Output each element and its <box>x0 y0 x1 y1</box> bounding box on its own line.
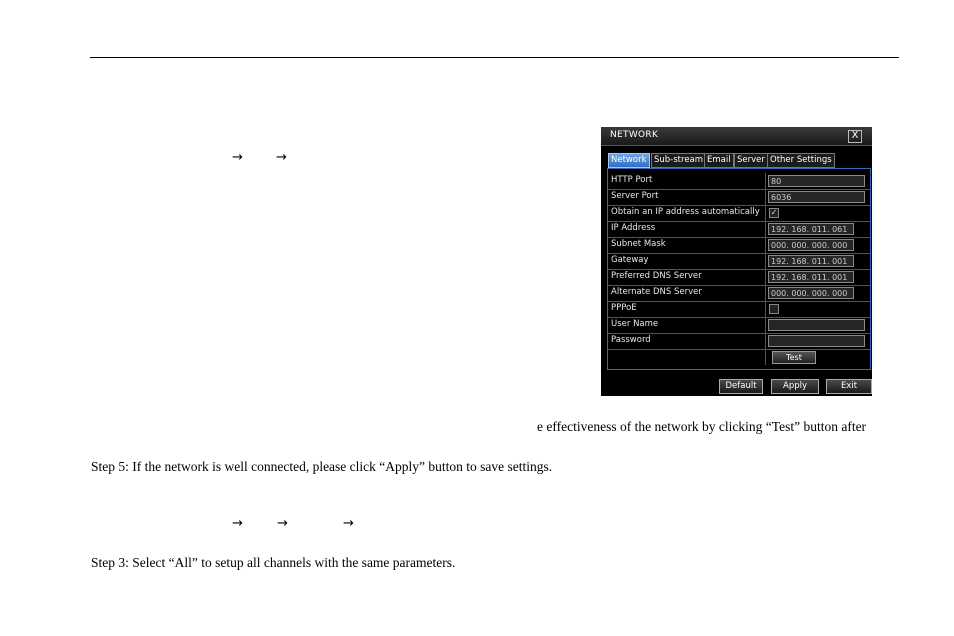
row-subnet-mask <box>608 237 870 254</box>
row-label: Server Port <box>611 191 659 201</box>
exit-button[interactable]: Exit <box>826 379 872 394</box>
http-port-input[interactable]: 80 <box>768 175 865 187</box>
row-ip-address <box>608 221 870 238</box>
arrow-icon: → <box>343 516 354 531</box>
arrow-icon: → <box>276 150 287 165</box>
row-http-port <box>608 173 870 190</box>
user-name-input[interactable] <box>768 319 865 331</box>
pppoe-checkbox[interactable] <box>769 304 779 314</box>
row-label: PPPoE <box>611 303 637 313</box>
obtain-ip-auto-checkbox[interactable]: ✓ <box>770 208 778 217</box>
step-5-text: Step 5: If the network is well connected, please click “Apply” button to save settings. <box>91 459 553 474</box>
arrow-icon: → <box>232 516 243 531</box>
arrow-icon: → <box>232 150 243 165</box>
tab-other-settings[interactable]: Other Settings <box>767 153 835 168</box>
row-pppoe <box>608 301 870 318</box>
row-label: IP Address <box>611 223 656 233</box>
row-label: Gateway <box>611 255 649 265</box>
header-rule <box>90 57 899 58</box>
row-label: User Name <box>611 319 659 329</box>
arrow-icon: → <box>277 516 288 531</box>
network-dialog <box>601 127 872 396</box>
password-input[interactable] <box>768 335 865 347</box>
gateway-input[interactable]: 192. 168. 011. 001 <box>768 255 854 267</box>
tab-server[interactable]: Server <box>734 153 768 168</box>
alternate-dns-input[interactable]: 000. 000. 000. 000 <box>768 287 854 299</box>
row-gateway <box>608 253 870 270</box>
preferred-dns-input[interactable]: 192. 168. 011. 001 <box>768 271 854 283</box>
server-port-input[interactable]: 6036 <box>768 191 865 203</box>
tab-sub-stream[interactable]: Sub-stream <box>651 153 706 168</box>
dialog-title: NETWORK <box>610 130 659 140</box>
row-preferred-dns <box>608 269 870 286</box>
row-label: Password <box>611 335 651 345</box>
tab-email[interactable]: Email <box>704 153 734 168</box>
default-button[interactable]: Default <box>719 379 763 394</box>
tab-network[interactable]: Network <box>608 153 650 168</box>
row-label: Obtain an IP address automatically <box>611 207 760 217</box>
test-instruction-text: e effectiveness of the network by clicking “Test” button after <box>537 419 867 434</box>
row-label: Preferred DNS Server <box>611 271 702 281</box>
close-icon[interactable]: X <box>848 130 862 143</box>
row-server-port <box>608 189 870 206</box>
step-3-text: Step 3: Select “All” to setup all channels with the same parameters. <box>91 555 456 570</box>
row-user-name <box>608 317 870 334</box>
menu-path-arrows-2 <box>0 516 954 532</box>
row-label: Subnet Mask <box>611 239 666 249</box>
row-label: HTTP Port <box>611 175 653 185</box>
subnet-mask-input[interactable]: 000. 000. 000. 000 <box>768 239 854 251</box>
row-label: Alternate DNS Server <box>611 287 702 297</box>
row-obtain-ip-auto <box>608 205 870 222</box>
row-alternate-dns <box>608 285 870 302</box>
network-settings-panel <box>607 168 871 370</box>
ip-address-input[interactable]: 192. 168. 011. 061 <box>768 223 854 235</box>
apply-button[interactable]: Apply <box>771 379 819 394</box>
row-test <box>608 349 870 365</box>
row-password <box>608 333 870 350</box>
dialog-titlebar <box>601 127 872 146</box>
test-button[interactable]: Test <box>772 351 816 364</box>
